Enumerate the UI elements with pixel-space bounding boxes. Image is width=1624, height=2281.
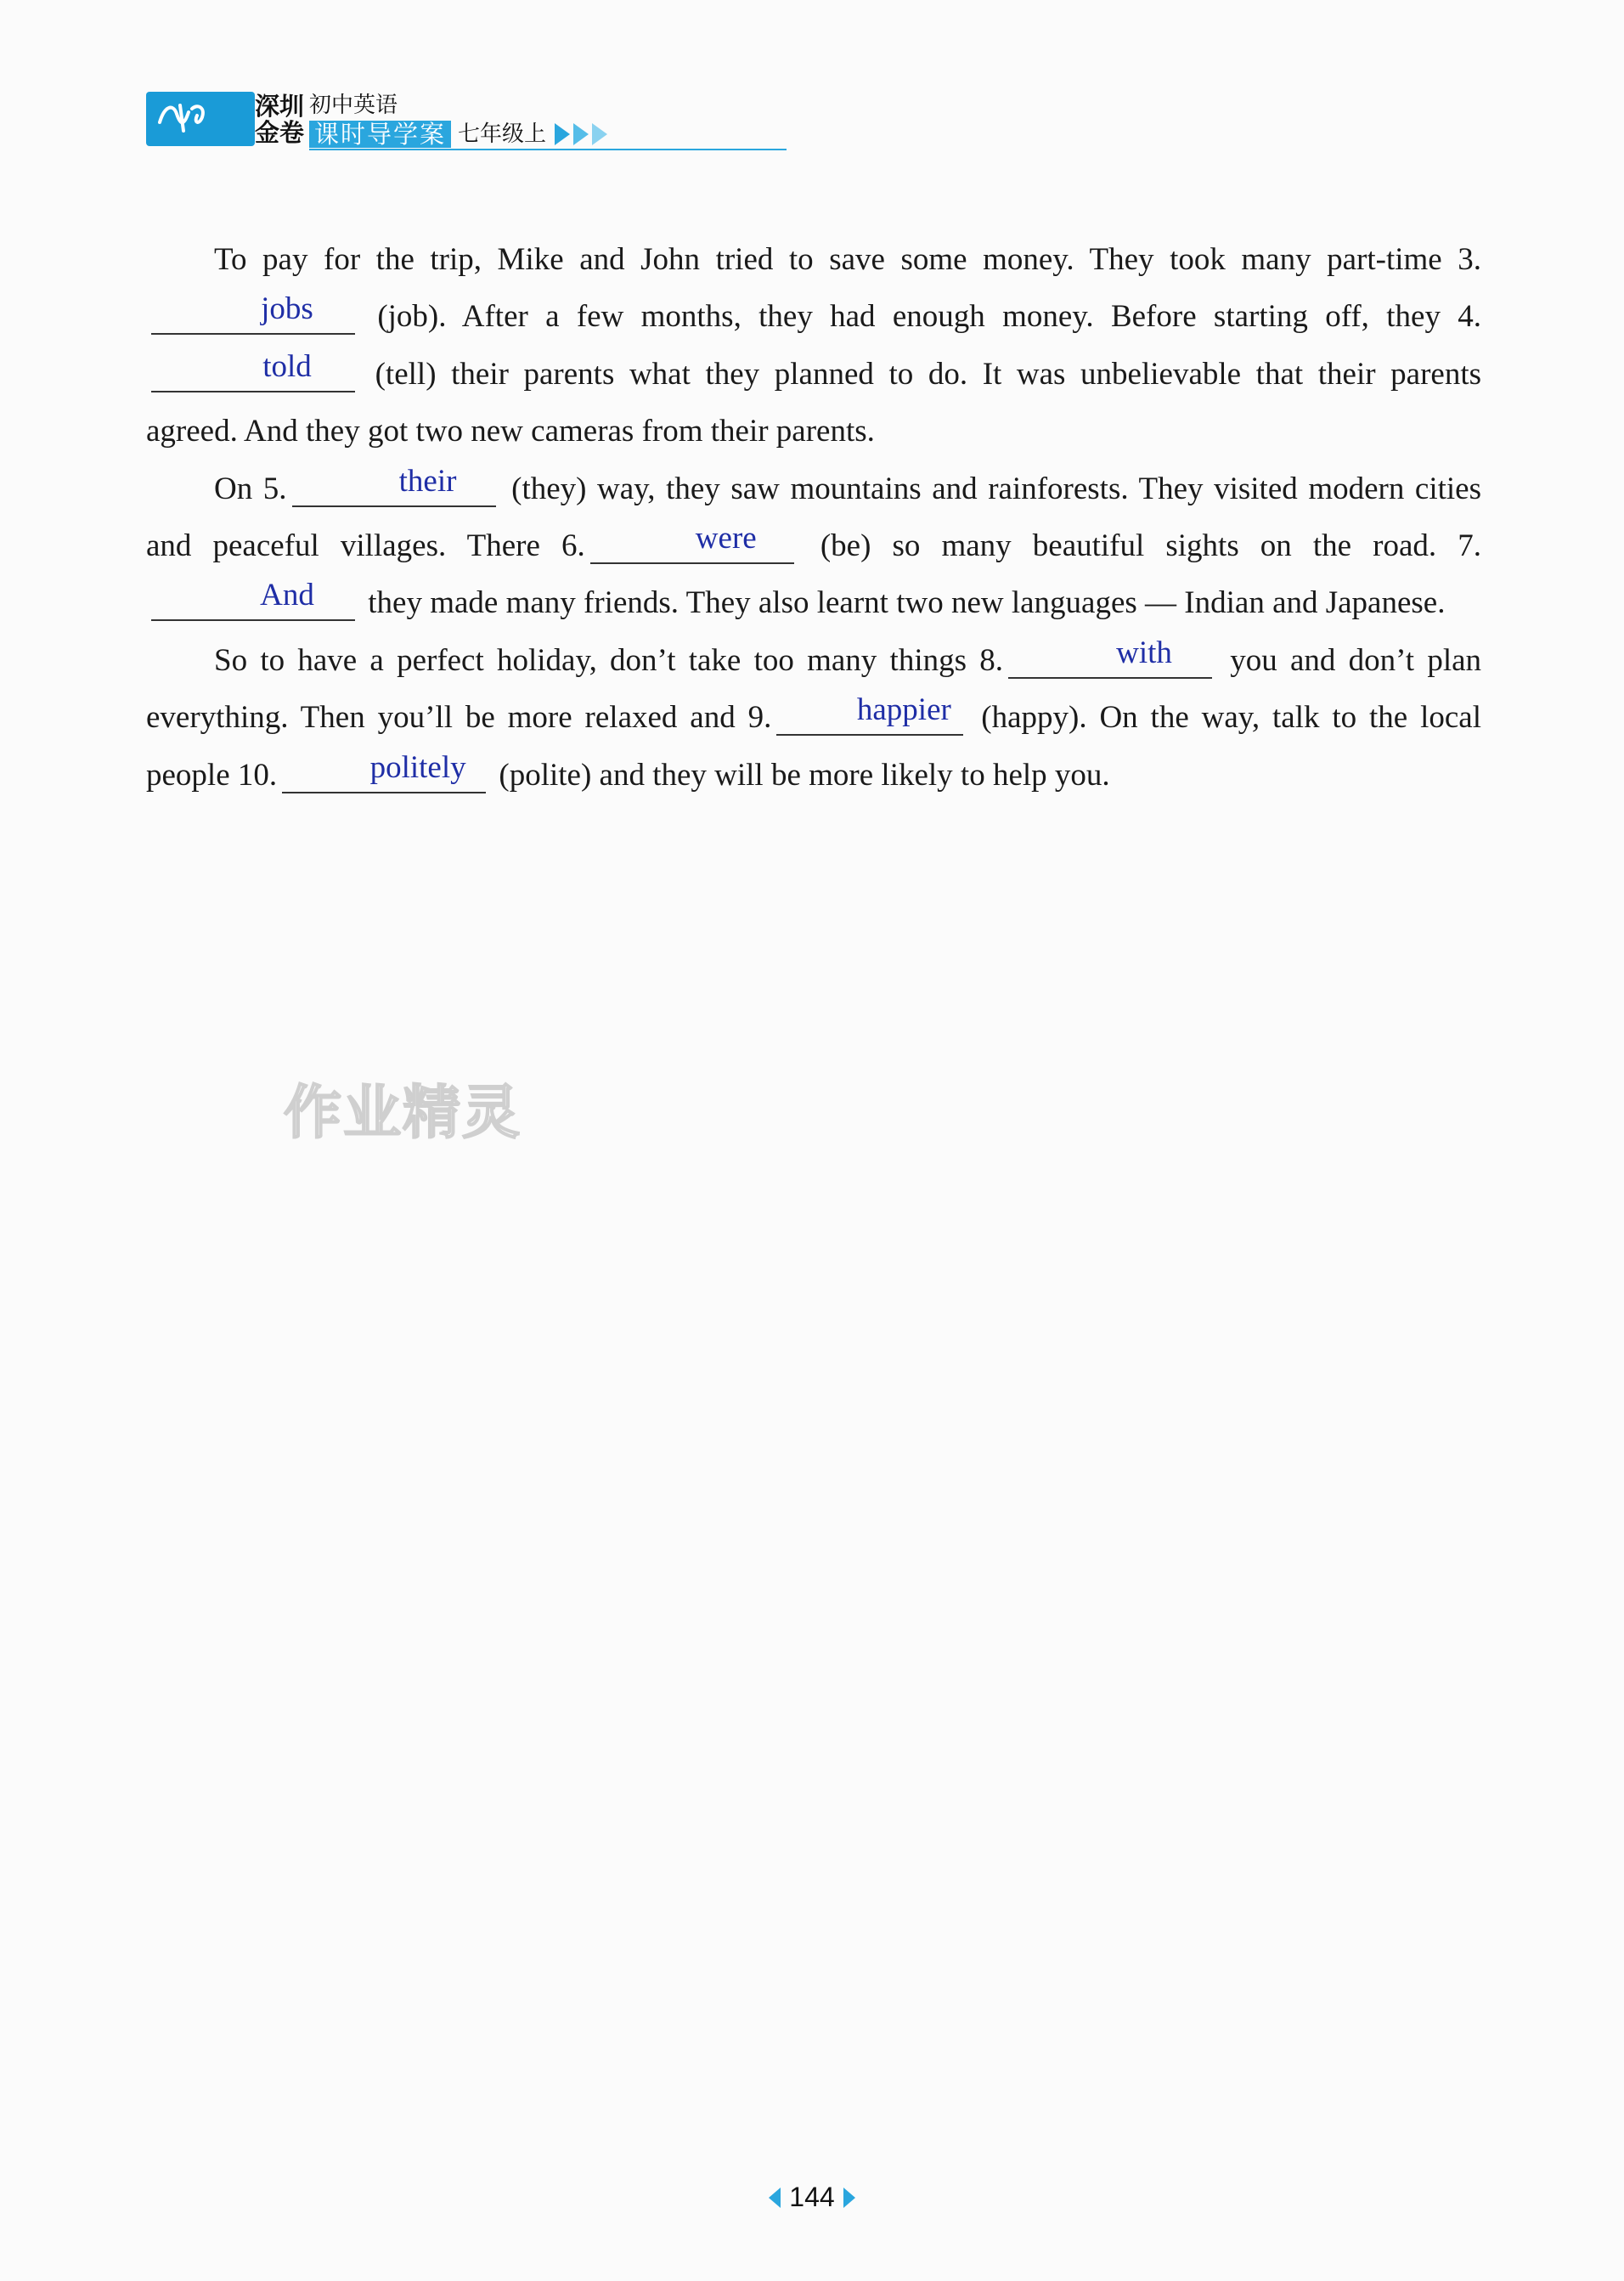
page-number [0, 2182, 1624, 2216]
series-title-bar [309, 121, 609, 148]
watermark: 作业精灵 [284, 1080, 522, 1147]
blank-5[interactable] [292, 463, 496, 507]
grade-label: 七年级上 [458, 121, 547, 147]
answer-6: were [695, 521, 757, 556]
triple-arrow-icon [553, 121, 609, 148]
passage [146, 231, 1481, 804]
paragraph-1: To pay for the trip, Mike and John tried to save some money. They took many part-time 3. jobs (job). After a few months, they had enough money. Before starting off, they 4. told (tell) their parents what they planned to do. It was unbelievable that their parents agreed. And they got two new cameras from their parents. [146, 242, 1482, 449]
answer-3: jobs [261, 291, 313, 327]
blank-4[interactable] [151, 348, 355, 392]
blank-3[interactable] [151, 291, 355, 335]
blank-10[interactable] [282, 749, 486, 793]
left-triangle-icon [768, 2184, 781, 2216]
blank-7[interactable] [151, 578, 355, 621]
publisher-logo [146, 92, 255, 146]
page-header [146, 92, 647, 148]
blank-8[interactable] [1008, 635, 1212, 679]
answer-5: their [398, 463, 457, 499]
answer-4: told [262, 348, 312, 384]
logo-script-icon [155, 97, 214, 136]
blank-6[interactable] [590, 521, 794, 564]
answer-8: with [1116, 635, 1172, 670]
header-divider [309, 149, 787, 150]
page-number-text: 144 [789, 2182, 835, 2212]
answer-7: And [260, 578, 314, 613]
subject-label: 初中英语 [309, 93, 398, 118]
series-title: 课时导学案 [309, 121, 451, 148]
answer-9: happier [856, 692, 951, 728]
blank-9[interactable] [776, 692, 963, 736]
brand-name: 深圳 金卷 [255, 92, 305, 147]
answer-10: politely [369, 749, 466, 785]
right-triangle-icon [843, 2184, 856, 2216]
paragraph-2: On 5. their (they) way, they saw mountains and rainforests. They visited modern cities and peaceful villages. There 6. were (be) so many beautiful sights on the road. 7. And they made many friends. They also learnt two new languages — Indian and Japanese. [146, 463, 1482, 621]
paragraph-3: So to have a perfect holiday, don’t take too many things 8. with you and don’t plan everything. Then you’ll be more relaxed and 9. happier (happy). On the way, talk to the local people 10. politely (polite) and they will be more likely to help you. [146, 635, 1482, 793]
